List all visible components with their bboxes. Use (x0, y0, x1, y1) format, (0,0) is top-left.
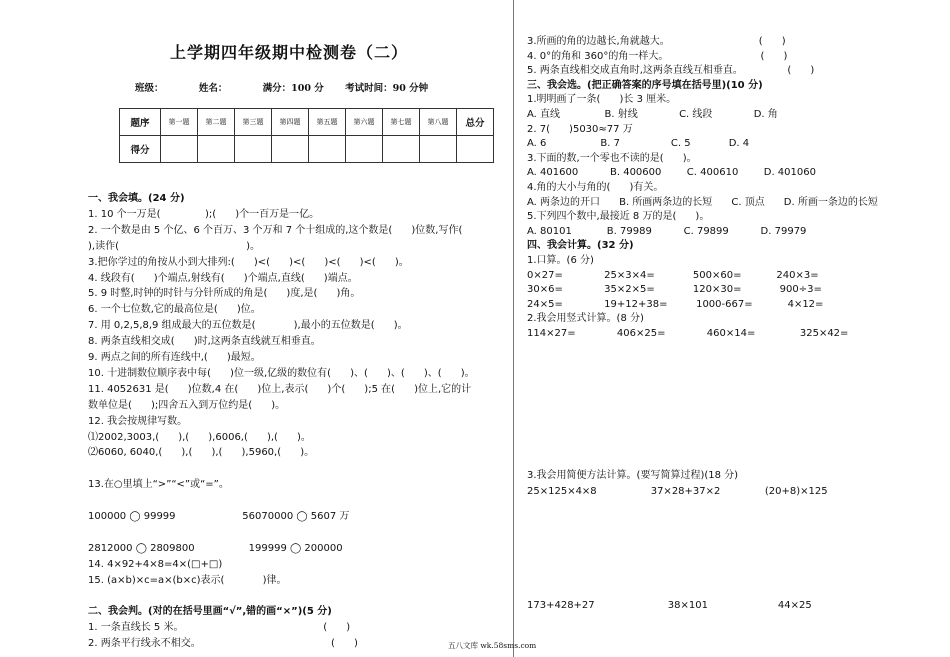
question-line: A. 6 B. 7 C. 5 D. 4 (527, 138, 750, 150)
score-table (119, 108, 494, 163)
question-line: 6. 一个七位数,它的最高位是( )位。 (88, 304, 261, 316)
question-line: 3.下面的数,一个零也不读的是( )。 (527, 152, 697, 164)
question-line: ⑵6060, 6040,( ),( ),( ),5960,( )。 (88, 447, 315, 459)
item-7: 第七题 (383, 109, 420, 136)
item-2: 第二题 (198, 109, 235, 136)
question-line: A. 两条边的开口 B. 所画两条边的长短 C. 顶点 D. 所画一条边的长短 (527, 196, 878, 208)
question-line: 8. 两条直线相交成( )时,这两条直线就互相垂直。 (88, 336, 321, 348)
question-line: 5. 两条直线相交成直角时,这两条直线互相垂直。 ( ) (527, 65, 815, 77)
score-cell[interactable] (383, 136, 420, 163)
question-line: 1. 10 个一万是( );( )个一百万是一亿。 (88, 208, 320, 220)
question-line: 1. 一条直线长 5 米。 ( ) (88, 622, 351, 634)
question-line: 9. 两点之间的所有连线中,( )最短。 (88, 352, 261, 363)
score-cell[interactable] (457, 136, 494, 163)
section-heading: 三、我会选。(把正确答案的序号填在括号里)(10 分) (527, 79, 763, 91)
item-4: 第四题 (272, 109, 309, 136)
column-divider (513, 0, 514, 657)
question-line: 173+428+27 38×101 44×25 (527, 600, 812, 611)
question-line: 2. 7( )5030≈77 万 (527, 123, 633, 135)
score-cell[interactable] (235, 136, 272, 163)
item-8: 第八题 (420, 109, 457, 136)
question-line: 25×125×4×8 37×28+37×2 (20+8)×125 (527, 486, 828, 497)
question-line: 12. 我会按规律写数。 (88, 415, 188, 427)
question-line: 2. 两条平行线永不相交。 ( ) (88, 638, 358, 650)
subsection-heading: 3.我会用简便方法计算。(要写简算过程)(18 分) (527, 470, 739, 481)
item-3: 第三题 (235, 109, 272, 136)
score-cell[interactable] (420, 136, 457, 163)
item-1: 第一题 (161, 109, 198, 136)
question-line: 1.口算。(6 分) (527, 255, 594, 266)
question-line: 1.明明画了一条( )长 3 厘米。 (527, 94, 677, 106)
full-score: 满分：100 分 (262, 83, 324, 94)
score-cell[interactable] (346, 136, 383, 163)
section-heading: 四、我会计算。(32 分) (527, 240, 634, 252)
score-cell[interactable] (272, 136, 309, 163)
question-line: A. 80101 B. 79989 C. 79899 D. 79979 (527, 225, 807, 237)
item-6: 第六题 (346, 109, 383, 136)
question-line: 数单位是( );四舍五入到万位约是( )。 (88, 399, 286, 411)
question-line: 2. 一个数是由 5 个亿、6 个百万、3 个万和 7 个十组成的,这个数是( )位数,写作( (88, 224, 463, 236)
question-line: A. 401600 B. 400600 C. 400610 D. 401060 (527, 167, 816, 179)
question-line: 2.我会用竖式计算。(8 分) (527, 313, 644, 325)
question-line: 100000 ◯ 99999 56070000 ◯ 5607 万 (88, 511, 350, 522)
question-line: 15. (a×b)×c=a×(b×c)表示( )律。 (88, 574, 287, 586)
section-heading: 二、我会判。(对的在括号里画“√”,错的画“×”)(5 分) (88, 606, 332, 618)
question-line: 0×27= 25×3×4= 500×60= 240×3= (527, 269, 819, 281)
question-line: 30×6= 35×2×5= 120×30= 900÷3= (527, 284, 822, 296)
score-cell[interactable] (161, 136, 198, 163)
class-label: 班级： (135, 83, 164, 94)
question-line: 24×5= 19+12+38= 1000-667= 4×12= (527, 298, 824, 310)
question-line: 5. 9 时整,时钟的时针与分针所成的角是( )度,是( )角。 (88, 288, 361, 300)
question-line: 4. 线段有( )个端点,射线有( )个端点,直线( )端点。 (88, 272, 358, 284)
page-title: 上学期四年级期中检测卷（二） (170, 43, 409, 62)
question-line: 10. 十进制数位顺序表中每( )位一级,亿级的数位有( )、( )、( )、( )。 (88, 367, 475, 379)
question-line: ),读作( )。 (88, 240, 261, 252)
question-line: 7. 用 0,2,5,8,9 组成最大的五位数是( ),最小的五位数是( )。 (88, 320, 408, 332)
row-head-items: 题序 (120, 109, 161, 136)
question-line: 13.在○里填上“>”“<”或“=”。 (88, 479, 229, 491)
score-cell[interactable] (198, 136, 235, 163)
name-label: 姓名： (198, 83, 228, 94)
exam-meta (135, 80, 446, 94)
question-line: 11. 4052631 是( )位数,4 在( )位上,表示( )个( );5 在( )位上,它的计 (88, 383, 472, 395)
score-cell[interactable] (309, 136, 346, 163)
question-line: 14. 4×92+4×8=4×(□+□) (88, 558, 223, 570)
question-line: 3.把你学过的角按从小到大排列:( )<( )<( )<( )<( )。 (88, 256, 409, 268)
total-head: 总分 (457, 109, 494, 136)
question-line: 4.角的大小与角的( )有关。 (527, 182, 664, 193)
question-line: 2812000 ◯ 2809800 199999 ◯ 200000 (88, 542, 343, 554)
question-line: A. 直线 B. 射线 C. 线段 D. 角 (527, 109, 778, 120)
section-heading: 一、我会填。(24 分) (88, 193, 185, 204)
question-line: 5.下列四个数中,最接近 8 万的是( )。 (527, 211, 710, 223)
exam-time: 考试时间：90 分钟 (345, 83, 429, 94)
item-5: 第五题 (309, 109, 346, 136)
question-line: 114×27= 406×25= 460×14= 325×42= (527, 328, 849, 339)
row-head-score: 得分 (120, 136, 161, 163)
footer-watermark: 五八文库 wk.58sms.com (448, 641, 537, 650)
question-line: 3.所画的角的边越长,角就越大。 ( ) (527, 36, 786, 47)
question-line: 4. 0°的角和 360°的角一样大。 ( ) (527, 50, 788, 62)
question-line: ⑴2002,3003,( ),( ),6006,( ),( )。 (88, 431, 311, 443)
